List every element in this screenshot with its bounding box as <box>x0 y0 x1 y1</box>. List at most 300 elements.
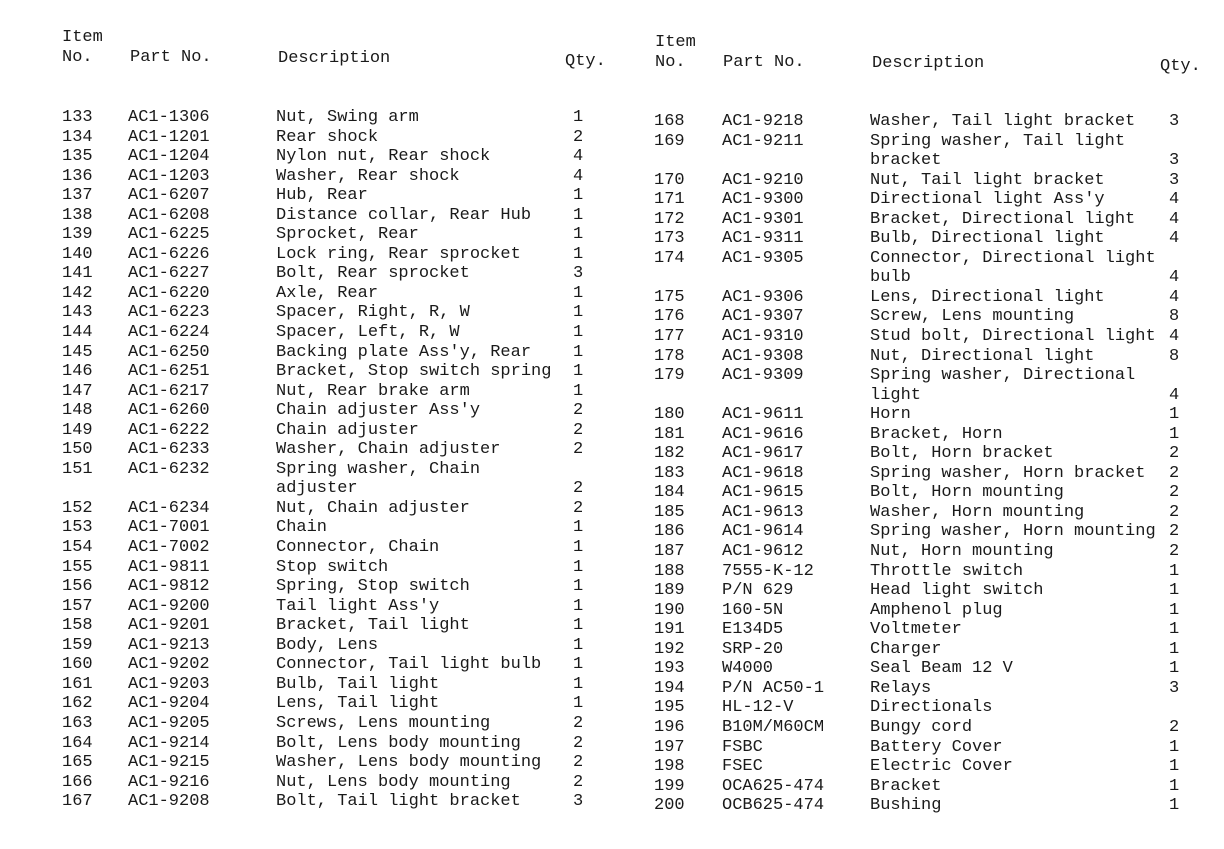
part-number: AC1-9215 <box>128 753 210 773</box>
description: Horn <box>870 405 911 425</box>
description: Distance collar, Rear Hub <box>276 205 532 225</box>
description: Chain adjuster <box>276 420 419 440</box>
table-row <box>0 518 612 538</box>
quantity: 4 <box>1169 229 1180 249</box>
part-number: AC1-9307 <box>722 307 804 327</box>
description: Directional light Ass'y <box>870 190 1105 210</box>
part-number: AC1-1306 <box>128 108 210 127</box>
description: Bolt, Tail light bracket <box>276 792 521 812</box>
description: Amphenol plug <box>870 600 1003 620</box>
description: Axle, Rear <box>276 283 379 303</box>
description: Washer, Tail light bracket <box>870 112 1136 131</box>
item-number: 190 <box>654 600 685 620</box>
item-number: 146 <box>62 362 93 382</box>
description: Spring washer, Horn bracket <box>870 463 1146 483</box>
quantity: 1 <box>1169 659 1180 679</box>
quantity: 1 <box>573 674 584 694</box>
item-number: 179 <box>654 366 685 386</box>
table-row <box>612 288 1224 308</box>
part-number: AC1-6251 <box>128 362 210 382</box>
description: Washer, Chain adjuster <box>276 440 501 460</box>
item-number: 161 <box>62 674 93 694</box>
table-row <box>0 538 612 558</box>
part-number: AC1-9617 <box>722 444 804 464</box>
table-row <box>612 679 1224 699</box>
part-number: P/N 629 <box>722 581 794 601</box>
item-number: 177 <box>654 327 685 347</box>
table-row <box>612 542 1224 562</box>
item-number: 187 <box>654 542 685 562</box>
description: Chain adjuster Ass'y <box>276 401 481 421</box>
part-number: AC1-9205 <box>128 713 210 733</box>
description: Voltmeter <box>870 620 962 640</box>
item-number: 173 <box>654 229 685 249</box>
quantity: 2 <box>1169 717 1180 737</box>
table-row <box>612 327 1224 347</box>
part-number: AC1-9310 <box>722 327 804 347</box>
table-row <box>612 483 1224 503</box>
part-number: AC1-9301 <box>722 209 804 229</box>
part-number: AC1-9204 <box>128 694 210 714</box>
quantity: 1 <box>573 694 584 714</box>
description: Nut, Rear brake arm <box>276 381 470 401</box>
description: Electric Cover <box>870 757 1013 777</box>
quantity: 3 <box>1169 170 1180 190</box>
part-number: AC1-9200 <box>128 596 210 616</box>
description: Spring, Stop switch <box>276 577 470 597</box>
header-description: Description <box>278 49 391 68</box>
part-number: AC1-6260 <box>128 401 210 421</box>
description: Lock ring, Rear sprocket <box>276 244 521 264</box>
quantity: 4 <box>573 147 584 167</box>
table-row <box>0 714 612 734</box>
quantity: 1 <box>1169 600 1180 620</box>
quantity: 2 <box>573 733 584 753</box>
item-number: 189 <box>654 581 685 601</box>
quantity: 1 <box>573 303 584 323</box>
table-row <box>0 636 612 656</box>
item-number: 182 <box>654 444 685 464</box>
part-number: AC1-7001 <box>128 518 210 538</box>
quantity: 2 <box>1169 483 1180 503</box>
description: Bracket, Directional light <box>870 209 1136 229</box>
part-number: AC1-6220 <box>128 283 210 303</box>
part-number: W4000 <box>722 659 774 679</box>
item-number: 181 <box>654 424 685 444</box>
description: Washer, Rear shock <box>276 166 460 186</box>
part-number: 160-5N <box>722 600 784 620</box>
item-number: 165 <box>62 753 93 773</box>
quantity: 4 <box>1169 385 1180 405</box>
quantity: 3 <box>573 264 584 284</box>
part-number: AC1-6223 <box>128 303 210 323</box>
table-row <box>612 229 1224 249</box>
table-row <box>0 421 612 441</box>
part-number: AC1-9613 <box>722 502 804 522</box>
table-row <box>0 343 612 363</box>
quantity: 1 <box>573 205 584 225</box>
item-number: 142 <box>62 283 93 303</box>
description: Battery Cover <box>870 737 1003 757</box>
table-row <box>0 186 612 206</box>
item-number: 186 <box>654 522 685 542</box>
quantity: 1 <box>573 362 584 382</box>
part-number: AC1-9611 <box>722 405 804 425</box>
part-number: AC1-9213 <box>128 635 210 655</box>
description: Bushing <box>870 796 942 816</box>
table-row <box>612 405 1224 425</box>
table-row <box>0 675 612 695</box>
description: Body, Lens <box>276 635 379 655</box>
part-number: AC1-9211 <box>722 131 804 151</box>
description: Spacer, Left, R, W <box>276 323 460 343</box>
quantity: 1 <box>573 655 584 675</box>
part-number: HL-12-V <box>722 698 794 718</box>
table-row <box>0 401 612 421</box>
item-number: 137 <box>62 186 93 206</box>
item-number: 154 <box>62 538 93 558</box>
part-number: AC1-6233 <box>128 440 210 460</box>
part-number: B10M/M60CM <box>722 717 825 737</box>
item-number: 151 <box>62 459 93 479</box>
quantity: 4 <box>1169 268 1180 288</box>
part-number: AC1-9308 <box>722 346 804 366</box>
quantity: 4 <box>1169 327 1180 347</box>
part-number: AC1-9216 <box>128 772 210 792</box>
quantity: 2 <box>1169 502 1180 522</box>
item-number: 176 <box>654 307 685 327</box>
part-number: AC1-6250 <box>128 342 210 362</box>
table-row <box>612 425 1224 445</box>
item-number: 180 <box>654 405 685 425</box>
quantity: 2 <box>1169 542 1180 562</box>
quantity: 2 <box>573 753 584 773</box>
description: Bolt, Horn mounting <box>870 483 1064 503</box>
description: Bulb, Directional light <box>870 229 1105 249</box>
description: Bolt, Horn bracket <box>870 444 1054 464</box>
item-number: 198 <box>654 757 685 777</box>
item-number: 195 <box>654 698 685 718</box>
item-number: 143 <box>62 303 93 323</box>
item-number: 134 <box>62 127 93 147</box>
part-number: AC1-9218 <box>722 112 804 131</box>
item-number: 174 <box>654 248 685 268</box>
table-row <box>612 347 1224 367</box>
description: Nut, Horn mounting <box>870 542 1054 562</box>
quantity: 2 <box>573 479 584 499</box>
description: Hub, Rear <box>276 186 368 206</box>
table-row <box>0 460 612 499</box>
item-number: 135 <box>62 147 93 167</box>
quantity: 1 <box>573 186 584 206</box>
description: Washer, Lens body mounting <box>276 753 542 773</box>
description: Nut, Lens body mounting <box>276 772 511 792</box>
item-number: 144 <box>62 323 93 343</box>
description: Backing plate Ass'y, Rear <box>276 342 532 362</box>
part-number: AC1-9618 <box>722 463 804 483</box>
header-part-no: Part No. <box>130 48 212 67</box>
table-row <box>612 171 1224 191</box>
quantity: 4 <box>1169 287 1180 307</box>
table-row <box>612 581 1224 601</box>
right-parts-column <box>612 0 1224 849</box>
table-row <box>0 616 612 636</box>
item-number: 160 <box>62 655 93 675</box>
part-number: AC1-9309 <box>722 366 804 386</box>
part-number: AC1-6208 <box>128 205 210 225</box>
quantity: 1 <box>573 108 584 127</box>
item-number: 192 <box>654 639 685 659</box>
table-row <box>0 362 612 382</box>
quantity: 1 <box>1169 757 1180 777</box>
quantity: 1 <box>573 244 584 264</box>
item-number: 184 <box>654 483 685 503</box>
part-number: AC1-6207 <box>128 186 210 206</box>
table-row <box>612 659 1224 679</box>
header-qty: Qty. <box>565 52 606 71</box>
quantity: 2 <box>1169 522 1180 542</box>
quantity: 1 <box>573 557 584 577</box>
description: Bulb, Tail light <box>276 674 440 694</box>
quantity: 2 <box>573 772 584 792</box>
item-number: 157 <box>62 596 93 616</box>
table-row <box>612 757 1224 777</box>
table-row <box>0 499 612 519</box>
description: Head light switch <box>870 581 1044 601</box>
part-number: 7555-K-12 <box>722 561 814 581</box>
part-number: AC1-6234 <box>128 498 210 518</box>
description: Bolt, Rear sprocket <box>276 264 470 284</box>
item-number: 152 <box>62 498 93 518</box>
part-number: AC1-9614 <box>722 522 804 542</box>
description: Screw, Lens mounting <box>870 307 1075 327</box>
part-number: AC1-6224 <box>128 323 210 343</box>
part-number: AC1-9214 <box>128 733 210 753</box>
description: Spring washer, Horn mounting <box>870 522 1156 542</box>
description: Spring washer, Tail light bracket <box>870 131 1126 171</box>
table-row <box>0 440 612 460</box>
description: Nut, Tail light bracket <box>870 170 1105 190</box>
description: Tail light Ass'y <box>276 596 440 616</box>
quantity: 1 <box>573 225 584 245</box>
quantity: 1 <box>573 381 584 401</box>
description: Spacer, Right, R, W <box>276 303 470 323</box>
part-number: E134D5 <box>722 620 784 640</box>
table-row <box>0 303 612 323</box>
header-item-no: Item No. <box>62 28 103 67</box>
description: Stud bolt, Directional light <box>870 327 1156 347</box>
table-row <box>612 777 1224 797</box>
table-row <box>612 249 1224 288</box>
description: Bungy cord <box>870 717 973 737</box>
table-row <box>612 698 1224 718</box>
table-row <box>612 307 1224 327</box>
quantity: 2 <box>1169 444 1180 464</box>
item-number: 148 <box>62 401 93 421</box>
quantity: 1 <box>1169 796 1180 816</box>
item-number: 185 <box>654 502 685 522</box>
item-number: 170 <box>654 170 685 190</box>
part-number: OCA625-474 <box>722 776 825 796</box>
quantity: 1 <box>1169 405 1180 425</box>
part-number: AC1-6225 <box>128 225 210 245</box>
description: Seal Beam 12 V <box>870 659 1013 679</box>
quantity: 2 <box>573 498 584 518</box>
item-number: 167 <box>62 792 93 812</box>
quantity: 1 <box>573 635 584 655</box>
table-row <box>0 206 612 226</box>
description: Spring washer, Directional light <box>870 366 1136 405</box>
quantity: 2 <box>573 420 584 440</box>
description: Nut, Swing arm <box>276 108 419 127</box>
part-number: AC1-9305 <box>722 248 804 268</box>
description: Bolt, Lens body mounting <box>276 733 521 753</box>
item-number: 150 <box>62 440 93 460</box>
item-number: 169 <box>654 131 685 151</box>
item-number: 141 <box>62 264 93 284</box>
quantity: 1 <box>1169 620 1180 640</box>
part-number: AC1-1204 <box>128 147 210 167</box>
quantity: 1 <box>573 342 584 362</box>
item-number: 183 <box>654 463 685 483</box>
item-number: 168 <box>654 112 685 131</box>
table-row <box>612 796 1224 816</box>
description: Screws, Lens mounting <box>276 713 491 733</box>
part-number: AC1-9811 <box>128 557 210 577</box>
item-number: 171 <box>654 190 685 210</box>
description: Bracket, Tail light <box>276 616 470 636</box>
description: Nylon nut, Rear shock <box>276 147 491 167</box>
table-row <box>0 264 612 284</box>
description: Relays <box>870 678 932 698</box>
quantity: 1 <box>573 283 584 303</box>
table-row <box>0 694 612 714</box>
quantity: 2 <box>1169 463 1180 483</box>
table-row <box>0 323 612 343</box>
part-number: FSBC <box>722 737 763 757</box>
table-row <box>612 503 1224 523</box>
part-number: AC1-9208 <box>128 792 210 812</box>
item-number: 158 <box>62 616 93 636</box>
left-parts-table <box>0 108 612 812</box>
part-number: AC1-1201 <box>128 127 210 147</box>
table-row <box>612 444 1224 464</box>
item-number: 164 <box>62 733 93 753</box>
table-row <box>0 558 612 578</box>
table-row <box>0 773 612 793</box>
table-row <box>0 655 612 675</box>
part-number: AC1-9612 <box>722 542 804 562</box>
header-qty: Qty. <box>1160 57 1201 76</box>
table-row <box>0 382 612 402</box>
quantity: 1 <box>1169 424 1180 444</box>
item-number: 153 <box>62 518 93 538</box>
table-row <box>0 147 612 167</box>
description: Washer, Horn mounting <box>870 502 1085 522</box>
part-number: OCB625-474 <box>722 796 825 816</box>
item-number: 200 <box>654 796 685 816</box>
description: Spring washer, Chain adjuster <box>276 459 481 499</box>
part-number: AC1-6222 <box>128 420 210 440</box>
item-number: 140 <box>62 244 93 264</box>
part-number: AC1-9300 <box>722 190 804 210</box>
table-row <box>0 245 612 265</box>
quantity: 2 <box>573 127 584 147</box>
description: Directionals <box>870 698 993 718</box>
quantity: 4 <box>1169 190 1180 210</box>
item-number: 159 <box>62 635 93 655</box>
table-row <box>0 108 612 128</box>
quantity: 1 <box>573 616 584 636</box>
description: Chain <box>276 518 328 538</box>
description: Rear shock <box>276 127 379 147</box>
item-number: 196 <box>654 717 685 737</box>
item-number: 193 <box>654 659 685 679</box>
header-part-no: Part No. <box>723 53 805 72</box>
table-row <box>0 734 612 754</box>
quantity: 4 <box>573 166 584 186</box>
quantity: 1 <box>1169 581 1180 601</box>
item-number: 188 <box>654 561 685 581</box>
part-number: P/N AC50-1 <box>722 678 825 698</box>
table-row <box>612 366 1224 405</box>
table-row <box>0 577 612 597</box>
item-number: 172 <box>654 209 685 229</box>
table-row <box>0 284 612 304</box>
table-row <box>612 190 1224 210</box>
quantity: 3 <box>1169 112 1180 131</box>
part-number: AC1-6226 <box>128 244 210 264</box>
item-number: 199 <box>654 776 685 796</box>
part-number: AC1-1203 <box>128 166 210 186</box>
table-row <box>0 128 612 148</box>
description: Charger <box>870 639 942 659</box>
part-number: AC1-9616 <box>722 424 804 444</box>
table-row <box>612 718 1224 738</box>
quantity: 1 <box>1169 639 1180 659</box>
quantity: 8 <box>1169 346 1180 366</box>
description: Lens, Directional light <box>870 287 1105 307</box>
table-row <box>612 112 1224 132</box>
item-number: 162 <box>62 694 93 714</box>
quantity: 4 <box>1169 209 1180 229</box>
table-row <box>612 640 1224 660</box>
item-number: 156 <box>62 577 93 597</box>
item-number: 175 <box>654 287 685 307</box>
description: Lens, Tail light <box>276 694 440 714</box>
description: Nut, Chain adjuster <box>276 498 470 518</box>
table-row <box>0 225 612 245</box>
quantity: 8 <box>1169 307 1180 327</box>
part-number: AC1-7002 <box>128 538 210 558</box>
item-number: 194 <box>654 678 685 698</box>
description: Connector, Tail light bulb <box>276 655 542 675</box>
quantity: 2 <box>573 440 584 460</box>
quantity: 1 <box>573 538 584 558</box>
item-number: 155 <box>62 557 93 577</box>
right-parts-table <box>612 112 1224 816</box>
part-number: AC1-9615 <box>722 483 804 503</box>
quantity: 1 <box>573 518 584 538</box>
description: Throttle switch <box>870 561 1024 581</box>
item-number: 178 <box>654 346 685 366</box>
description: Nut, Directional light <box>870 346 1095 366</box>
part-number: FSEC <box>722 757 763 777</box>
quantity: 1 <box>1169 737 1180 757</box>
part-number: SRP-20 <box>722 639 784 659</box>
table-row <box>612 210 1224 230</box>
description: Bracket <box>870 776 942 796</box>
